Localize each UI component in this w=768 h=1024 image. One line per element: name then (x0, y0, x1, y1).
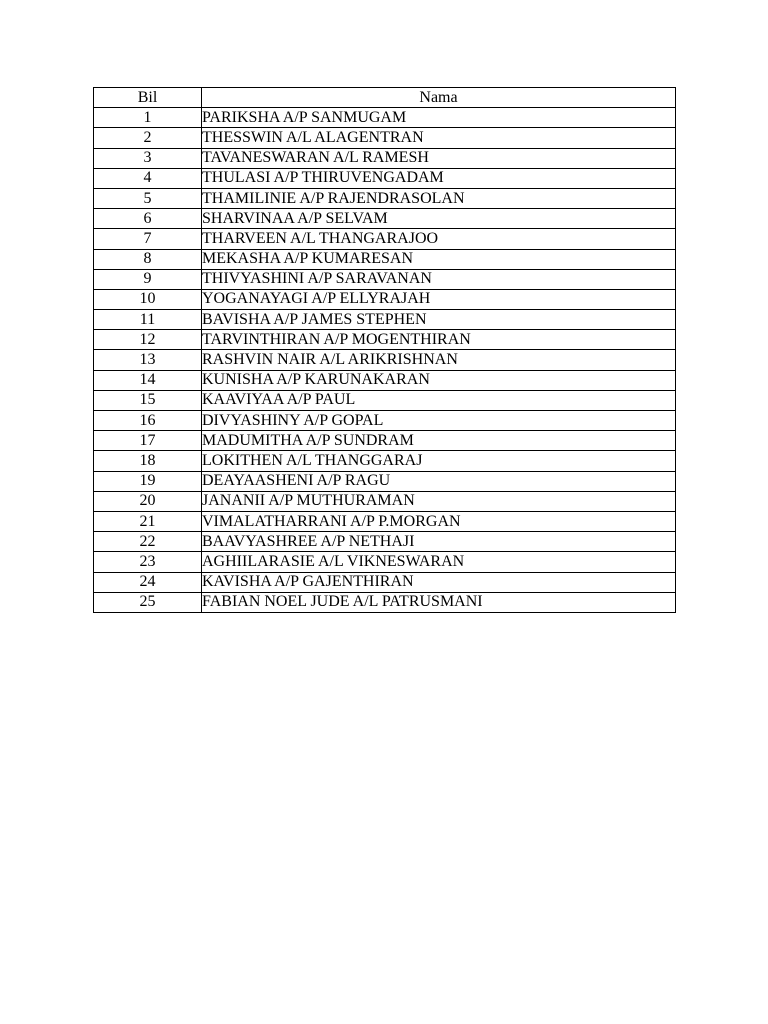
student-name-cell: RASHVIN NAIR A/L ARIKRISHNAN (202, 350, 676, 370)
student-name-cell: PARIKSHA A/P SANMUGAM (202, 108, 676, 128)
student-name-cell: THARVEEN A/L THANGARAJOO (202, 229, 676, 249)
row-number-cell: 10 (94, 289, 202, 309)
table-body (94, 108, 676, 613)
row-number-cell: 4 (94, 168, 202, 188)
row-number-cell: 8 (94, 249, 202, 269)
student-name-cell: FABIAN NOEL JUDE A/L PATRUSMANI (202, 592, 676, 612)
table-row (94, 188, 676, 208)
table-row (94, 269, 676, 289)
row-number-cell: 13 (94, 350, 202, 370)
table-row (94, 310, 676, 330)
student-name-cell: LOKITHEN A/L THANGGARAJ (202, 451, 676, 471)
row-number-cell: 11 (94, 310, 202, 330)
row-number-cell: 20 (94, 491, 202, 511)
student-name-cell: BAVISHA A/P JAMES STEPHEN (202, 310, 676, 330)
student-name-cell: AGHIILARASIE A/L VIKNESWARAN (202, 552, 676, 572)
student-name-cell: MEKASHA A/P KUMARESAN (202, 249, 676, 269)
student-name-cell: MADUMITHA A/P SUNDRAM (202, 431, 676, 451)
student-name-cell: THIVYASHINI A/P SARAVANAN (202, 269, 676, 289)
table-row (94, 168, 676, 188)
student-name-cell: THESSWIN A/L ALAGENTRAN (202, 128, 676, 148)
table-row (94, 511, 676, 531)
row-number-cell: 9 (94, 269, 202, 289)
column-header-bil: Bil (94, 88, 202, 108)
student-name-cell: BAAVYASHREE A/P NETHAJI (202, 532, 676, 552)
table-row (94, 370, 676, 390)
student-name-cell: TAVANESWARAN A/L RAMESH (202, 148, 676, 168)
table-row (94, 330, 676, 350)
table-row (94, 592, 676, 612)
table-header-row (94, 88, 676, 108)
column-header-nama: Nama (202, 88, 676, 108)
table-row (94, 431, 676, 451)
row-number-cell: 17 (94, 431, 202, 451)
student-name-cell: THAMILINIE A/P RAJENDRASOLAN (202, 188, 676, 208)
student-name-cell: JANANII A/P MUTHURAMAN (202, 491, 676, 511)
table-row (94, 451, 676, 471)
table-row (94, 491, 676, 511)
table-row (94, 249, 676, 269)
table-row (94, 471, 676, 491)
name-list-table (93, 87, 676, 613)
table-row (94, 552, 676, 572)
row-number-cell: 21 (94, 511, 202, 531)
row-number-cell: 24 (94, 572, 202, 592)
table-row (94, 108, 676, 128)
student-name-cell: TARVINTHIRAN A/P MOGENTHIRAN (202, 330, 676, 350)
student-name-cell: KUNISHA A/P KARUNAKARAN (202, 370, 676, 390)
student-name-cell: KAAVIYAA A/P PAUL (202, 390, 676, 410)
row-number-cell: 5 (94, 188, 202, 208)
student-name-cell: THULASI A/P THIRUVENGADAM (202, 168, 676, 188)
table-row (94, 532, 676, 552)
row-number-cell: 6 (94, 209, 202, 229)
row-number-cell: 7 (94, 229, 202, 249)
row-number-cell: 3 (94, 148, 202, 168)
table-row (94, 128, 676, 148)
row-number-cell: 16 (94, 411, 202, 431)
table-row (94, 411, 676, 431)
student-name-cell: DEAYAASHENI A/P RAGU (202, 471, 676, 491)
table-row (94, 390, 676, 410)
row-number-cell: 18 (94, 451, 202, 471)
row-number-cell: 1 (94, 108, 202, 128)
student-name-cell: SHARVINAA A/P SELVAM (202, 209, 676, 229)
table-row (94, 572, 676, 592)
student-name-cell: DIVYASHINY A/P GOPAL (202, 411, 676, 431)
row-number-cell: 14 (94, 370, 202, 390)
table-row (94, 350, 676, 370)
student-name-cell: KAVISHA A/P GAJENTHIRAN (202, 572, 676, 592)
row-number-cell: 12 (94, 330, 202, 350)
row-number-cell: 19 (94, 471, 202, 491)
table-row (94, 209, 676, 229)
table-row (94, 229, 676, 249)
student-name-cell: VIMALATHARRANI A/P P.MORGAN (202, 511, 676, 531)
table-row (94, 148, 676, 168)
row-number-cell: 15 (94, 390, 202, 410)
row-number-cell: 25 (94, 592, 202, 612)
row-number-cell: 2 (94, 128, 202, 148)
table-row (94, 289, 676, 309)
row-number-cell: 23 (94, 552, 202, 572)
student-name-cell: YOGANAYAGI A/P ELLYRAJAH (202, 289, 676, 309)
row-number-cell: 22 (94, 532, 202, 552)
